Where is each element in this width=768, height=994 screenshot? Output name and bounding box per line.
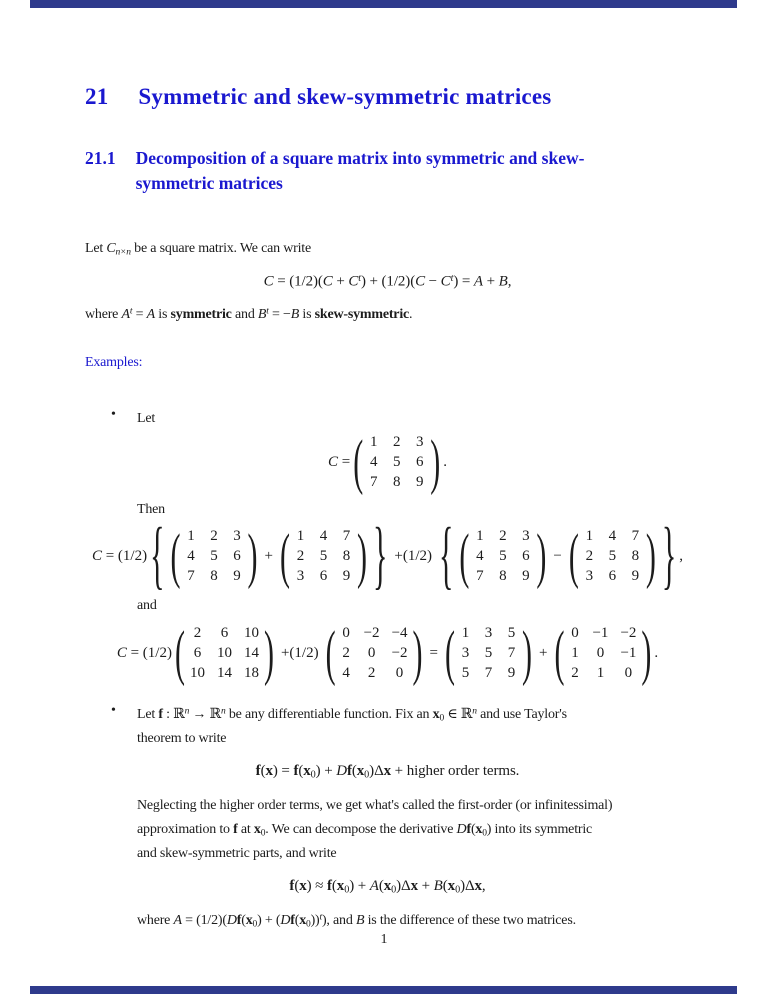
text-run: ) + (1/2)( xyxy=(360,273,416,290)
matrix-cell: 4 xyxy=(342,665,350,682)
where-paragraph-2 xyxy=(137,909,690,933)
text-run: n xyxy=(184,706,190,717)
equation-prefix xyxy=(328,454,350,471)
matrix-cell: 0 xyxy=(342,625,350,642)
matrix-cell: 8 xyxy=(210,568,218,585)
matrix-cell: 6 xyxy=(608,568,617,585)
text-run: ( xyxy=(241,913,246,929)
subsection-title-text xyxy=(136,146,585,197)
matrix-cell: 1 xyxy=(369,433,378,450)
text-run: t xyxy=(266,306,269,317)
matrix-cell: 8 xyxy=(392,473,401,490)
matrix-cell: 6 xyxy=(415,453,424,470)
text-run: )Δ xyxy=(396,877,411,894)
text-run: x xyxy=(383,762,392,779)
matrix-cell: 5 xyxy=(507,625,516,642)
matrix-left-paren: ( xyxy=(554,619,565,688)
text-run: Neglecting the higher order terms, we get what's called the first-order (or infinitessimal) xyxy=(137,798,613,814)
equation-prefix xyxy=(117,645,172,662)
text-run: C xyxy=(440,273,451,290)
text-run: f xyxy=(289,877,295,894)
matrix-grid xyxy=(580,527,645,586)
text-run: D xyxy=(336,762,347,779)
equation-approximation xyxy=(85,878,690,896)
matrix-c-plus-ct xyxy=(174,619,275,688)
text-run: and skew-symmetric parts, and write xyxy=(137,845,337,861)
equation-decomposition xyxy=(85,273,690,291)
text-run: f xyxy=(466,822,471,838)
matrix-cell: 3 xyxy=(415,433,424,450)
text-run: approximation to xyxy=(137,822,234,838)
matrix-cell: 4 xyxy=(476,548,484,565)
matrix-cell: 1 xyxy=(476,528,484,545)
matrix-cell: 6 xyxy=(220,625,229,642)
and-label: and xyxy=(137,598,157,614)
text-run: f xyxy=(158,707,163,723)
text-run: = xyxy=(338,453,351,470)
text-run: be any differentiable function. Fix an xyxy=(225,707,433,723)
matrix-cell: −2 xyxy=(363,625,380,642)
text-run: skew-symmetric xyxy=(314,307,410,323)
matrix-right-paren: ) xyxy=(641,619,652,688)
text-run: x xyxy=(383,877,392,894)
text-run: , xyxy=(507,273,512,290)
right-brace: } xyxy=(661,513,677,598)
text-run: ( xyxy=(298,762,304,779)
text-run: = (1/2)( xyxy=(181,913,227,929)
text-run: t xyxy=(358,272,361,284)
text-run: 0 xyxy=(364,769,370,781)
matrix-cell: 2 xyxy=(342,645,350,662)
text-run: ) + xyxy=(315,762,337,779)
text-run: C xyxy=(415,273,425,290)
matrix-cell: 0 xyxy=(367,645,376,662)
matrix-c xyxy=(458,522,547,591)
matrix-cell: −4 xyxy=(391,625,408,642)
matrix-cell: 7 xyxy=(342,528,351,545)
text-run: . xyxy=(409,307,413,323)
text-run: C xyxy=(328,453,339,470)
matrix-cell: 2 xyxy=(367,665,376,682)
matrix-cell: 2 xyxy=(571,665,579,682)
matrix-grid xyxy=(186,624,263,683)
matrix-cell: 2 xyxy=(193,625,202,642)
text-run: 0 xyxy=(482,828,487,839)
text-run: t xyxy=(319,912,322,923)
matrix-cell: 8 xyxy=(631,548,640,565)
text-run: x xyxy=(299,877,307,894)
text-run: . We can decompose the derivative xyxy=(265,822,457,838)
text-run: )Δ xyxy=(460,877,475,894)
text-run: = xyxy=(132,307,147,323)
text-run: f xyxy=(236,913,242,929)
matrix-cell: 1 xyxy=(187,528,195,545)
period: . xyxy=(654,645,659,662)
matrix-cell: −1 xyxy=(620,645,637,662)
matrix-cell: 9 xyxy=(415,473,424,490)
text-run: ) + ( xyxy=(257,913,281,929)
matrix-grid xyxy=(565,624,640,683)
matrix-cell: −2 xyxy=(620,625,637,642)
text-run: f xyxy=(255,762,261,779)
page-content xyxy=(85,0,690,933)
matrix-right-paren: ) xyxy=(356,522,367,591)
text-run: is xyxy=(299,307,315,323)
neglect-paragraph-line2 xyxy=(137,818,690,842)
matrix-cell: 0 xyxy=(596,645,605,662)
matrix-cell: 9 xyxy=(522,568,530,585)
matrix-right-paren: ) xyxy=(536,522,547,591)
text-run: ( xyxy=(442,877,448,894)
matrix-cell: 8 xyxy=(499,568,507,585)
matrix-cell: 3 xyxy=(484,625,493,642)
matrix-cell: 4 xyxy=(608,528,617,545)
equation-prefix xyxy=(92,548,147,565)
plus-half-operator: +(1/2) xyxy=(280,645,319,662)
text-run: x xyxy=(475,822,483,838)
text-run: C xyxy=(116,645,127,662)
equation-symmetric-result xyxy=(85,619,690,688)
matrix-cell: 3 xyxy=(585,568,594,585)
where-paragraph xyxy=(85,303,690,327)
example2-line2 xyxy=(137,727,690,751)
text-run: x xyxy=(303,762,311,779)
matrix-cell: 1 xyxy=(596,665,605,682)
text-run: ∈ ℝ xyxy=(444,707,473,723)
matrix-grid xyxy=(470,527,535,586)
text-run: B xyxy=(433,877,443,894)
matrix-symmetric-part xyxy=(444,619,533,688)
matrix-cell: 14 xyxy=(243,645,259,662)
text-run: D xyxy=(456,822,467,838)
text-run: symmetric xyxy=(170,307,232,323)
text-run: B xyxy=(498,273,508,290)
text-run: x xyxy=(410,877,418,894)
text-run: ) into its symmetric xyxy=(486,822,593,838)
matrix-cell: 7 xyxy=(369,473,378,490)
text-run: A xyxy=(121,307,130,323)
bullet-icon: • xyxy=(111,703,116,719)
matrix-left-paren: ( xyxy=(568,522,579,591)
matrix-cell: 10 xyxy=(216,645,232,662)
matrix-cell: 5 xyxy=(484,645,493,662)
text-run: = (1/2)( xyxy=(273,273,323,290)
right-brace: } xyxy=(372,513,388,598)
text-run: x xyxy=(299,913,306,929)
text-run: be a square matrix. We can write xyxy=(130,240,312,256)
matrix-left-paren: ( xyxy=(279,522,290,591)
text-run: ( xyxy=(378,877,384,894)
text-run: n xyxy=(472,706,477,717)
text-run: x xyxy=(336,877,345,894)
text-run: C xyxy=(348,273,359,290)
neglect-paragraph-line3 xyxy=(137,842,690,866)
equation-suffix xyxy=(443,454,447,471)
matrix-cell: 5 xyxy=(499,548,507,565)
text-run: ) = xyxy=(272,762,294,779)
subsection-title-line2: symmetric matrices xyxy=(135,173,283,194)
text-run: 0 xyxy=(455,884,461,896)
matrix-cell: 5 xyxy=(461,665,470,682)
matrix-cell: 7 xyxy=(507,645,516,662)
text-run: ) = xyxy=(453,273,474,290)
matrix-grid xyxy=(182,527,247,586)
matrix-cell: 6 xyxy=(319,568,328,585)
neglect-paragraph-line1 xyxy=(137,794,690,818)
matrix-left-paren: ( xyxy=(459,522,470,591)
text-run: ( xyxy=(331,877,337,894)
matrix-cell: 9 xyxy=(233,568,241,585)
matrix-cell: 6 xyxy=(522,548,530,565)
matrix-cell: 3 xyxy=(233,528,241,545)
text-run: t xyxy=(129,306,133,317)
text-run: 0 xyxy=(310,769,316,781)
text-run: D xyxy=(280,913,291,929)
intro-paragraph xyxy=(85,237,690,261)
matrix-cell: 5 xyxy=(392,453,401,470)
page-title xyxy=(85,84,690,110)
matrix-c xyxy=(170,522,259,591)
plus-half-operator: +(1/2) xyxy=(394,548,432,565)
text-run: 0 xyxy=(252,919,258,930)
text-run: Let xyxy=(137,707,159,723)
text-run: C xyxy=(91,548,102,565)
matrix-cell: 1 xyxy=(461,625,470,642)
matrix-cell: 4 xyxy=(319,528,328,545)
text-run: x xyxy=(447,877,456,894)
text-run: f xyxy=(326,877,332,894)
matrix-cell: 7 xyxy=(484,665,493,682)
plus-operator: + xyxy=(264,548,273,565)
text-run: + higher order terms. xyxy=(391,762,520,779)
matrix-c xyxy=(352,428,441,496)
matrix-cell: 9 xyxy=(507,665,516,682)
bullet-icon: • xyxy=(111,406,116,422)
section-number: 21 xyxy=(85,84,109,109)
text-run: A xyxy=(146,307,155,323)
matrix-right-paren: ) xyxy=(522,619,532,688)
equals-operator: = xyxy=(429,645,438,662)
matrix-cell: 10 xyxy=(243,625,259,642)
text-run: ( xyxy=(294,913,300,929)
matrix-cell: 3 xyxy=(522,528,530,545)
section-title-text: Symmetric and skew-symmetric matrices xyxy=(138,84,552,109)
text-run: Let xyxy=(85,240,107,256)
matrix-cell: 7 xyxy=(187,568,195,585)
text-run: 0 xyxy=(306,919,311,930)
matrix-cell: 9 xyxy=(631,568,640,585)
matrix-right-paren: ) xyxy=(430,428,441,496)
text-run: x xyxy=(245,913,253,929)
matrix-cell: 18 xyxy=(243,665,259,682)
text-run: = (1/2) xyxy=(101,548,148,565)
matrix-cell: 6 xyxy=(233,548,241,565)
text-run: x xyxy=(265,762,273,779)
text-run: + xyxy=(418,877,434,894)
equation-symmetric-decomposition xyxy=(85,513,690,598)
text-run: A xyxy=(369,877,379,894)
example2-line1 xyxy=(137,703,690,727)
text-run: B xyxy=(290,307,300,323)
text-run: → ℝ xyxy=(189,707,221,723)
matrix-right-paren: ) xyxy=(247,522,258,591)
text-run: where xyxy=(85,307,122,323)
example-item-1 xyxy=(85,406,690,688)
text-run: : ℝ xyxy=(162,707,185,723)
left-brace: { xyxy=(150,513,165,598)
matrix-grid xyxy=(291,527,356,586)
text-run: where xyxy=(137,913,174,929)
text-run: C xyxy=(322,273,333,290)
text-run: is xyxy=(154,307,171,323)
page-number: 1 xyxy=(380,932,388,947)
matrix-left-paren: ( xyxy=(174,619,185,688)
text-run: + xyxy=(482,273,499,290)
matrix-cell: −1 xyxy=(592,625,609,642)
matrix-cell: 8 xyxy=(342,548,351,565)
matrix-cell: 10 xyxy=(189,665,205,682)
text-run: and use Taylor's xyxy=(476,707,567,723)
text-run: is the difference of these two matrices. xyxy=(364,913,576,929)
text-run: − xyxy=(425,273,441,290)
matrix-skew-part xyxy=(553,619,652,688)
text-run: f xyxy=(293,762,299,779)
text-run: B xyxy=(355,913,365,929)
comma: , xyxy=(679,548,684,565)
text-run: )Δ xyxy=(369,762,384,779)
subsection-heading xyxy=(85,146,690,197)
matrix-cell: 1 xyxy=(296,528,305,545)
text-run: ( xyxy=(294,877,300,894)
matrix-left-paren: ( xyxy=(170,522,181,591)
matrix-right-paren: ) xyxy=(263,619,274,688)
text-run: and xyxy=(231,307,258,323)
matrix-cell: 1 xyxy=(585,528,594,545)
text-run: ( xyxy=(470,822,476,838)
matrix-c-minus-ct xyxy=(325,619,424,688)
matrix-left-paren: ( xyxy=(353,428,364,496)
text-run: f xyxy=(290,913,295,929)
text-run: ( xyxy=(260,762,266,779)
text-run: ( xyxy=(351,762,357,779)
matrix-cell: 6 xyxy=(193,645,202,662)
matrix-cell: 2 xyxy=(392,433,401,450)
left-brace: { xyxy=(439,513,454,598)
matrix-grid xyxy=(337,624,412,683)
matrix-cell: 0 xyxy=(395,665,404,682)
matrix-cell: 3 xyxy=(461,645,470,662)
text-run: B xyxy=(257,307,267,323)
matrix-cell: 0 xyxy=(571,625,579,642)
text-run: D xyxy=(226,913,237,929)
matrix-cell: 3 xyxy=(296,568,305,585)
matrix-cell: 1 xyxy=(571,645,579,662)
matrix-cell: 0 xyxy=(624,665,633,682)
matrix-grid xyxy=(364,433,429,492)
matrix-left-paren: ( xyxy=(445,619,455,688)
text-run: x xyxy=(432,707,440,723)
matrix-right-paren: ) xyxy=(645,522,656,591)
examples-label: Examples: xyxy=(85,354,143,370)
then-label: Then xyxy=(137,501,165,517)
text-run: 0 xyxy=(439,713,445,724)
matrix-cell: 7 xyxy=(631,528,640,545)
matrix-left-paren: ( xyxy=(325,619,336,688)
text-run: = − xyxy=(268,307,291,323)
matrix-c-transpose xyxy=(279,522,368,591)
text-run: A xyxy=(473,273,483,290)
matrix-cell: 14 xyxy=(216,665,232,682)
example-item-2 xyxy=(85,703,690,933)
matrix-cell: 2 xyxy=(210,528,218,545)
subsection-title-line1: Decomposition of a square matrix into symmetric and skew- xyxy=(135,148,585,168)
text-run: C xyxy=(106,240,116,256)
text-run: C xyxy=(263,273,274,290)
equation-taylor xyxy=(85,763,690,781)
text-run: )) xyxy=(310,913,320,929)
matrix-cell: 7 xyxy=(476,568,484,585)
plus-operator: + xyxy=(539,645,548,662)
text-run: 0 xyxy=(344,884,350,896)
matrix-cell: 9 xyxy=(342,568,351,585)
text-run: , xyxy=(481,877,486,894)
subsection-number: 21.1 xyxy=(85,148,116,168)
matrix-cell: 2 xyxy=(585,548,594,565)
text-run: n×n xyxy=(115,247,131,258)
text-run: theorem to write xyxy=(137,730,227,746)
minus-operator: − xyxy=(553,548,562,565)
text-run: + xyxy=(332,273,349,290)
matrix-c-transpose xyxy=(568,522,657,591)
text-run: at xyxy=(237,822,254,838)
text-run: 0 xyxy=(391,884,397,896)
text-run: ), and xyxy=(321,913,356,929)
matrix-cell: −2 xyxy=(391,645,408,662)
text-run: = (1/2) xyxy=(126,645,172,662)
matrix-cell: 5 xyxy=(608,548,617,565)
example1-let-label: Let xyxy=(137,410,156,426)
matrix-grid xyxy=(456,624,521,683)
text-run: ) ≈ xyxy=(306,877,327,894)
matrix-cell: 2 xyxy=(296,548,305,565)
text-run: . xyxy=(443,453,447,470)
text-run: f xyxy=(233,822,238,838)
matrix-cell: 4 xyxy=(369,453,378,470)
text-run: t xyxy=(450,272,454,284)
matrix-cell: 5 xyxy=(319,548,328,565)
text-run: x xyxy=(253,822,261,838)
matrix-cell: 2 xyxy=(499,528,507,545)
matrix-cell: 5 xyxy=(210,548,218,565)
text-run: A xyxy=(173,913,182,929)
text-run: f xyxy=(346,762,352,779)
bottom-edge-bar xyxy=(30,986,737,994)
text-run: ) + xyxy=(349,877,370,894)
text-run: x xyxy=(356,762,365,779)
equation-matrix-c xyxy=(85,428,690,496)
matrix-right-paren: ) xyxy=(412,619,423,688)
text-run: n xyxy=(220,706,226,717)
matrix-cell: 4 xyxy=(187,548,195,565)
text-run: x xyxy=(474,877,482,894)
text-run: 0 xyxy=(260,828,266,839)
